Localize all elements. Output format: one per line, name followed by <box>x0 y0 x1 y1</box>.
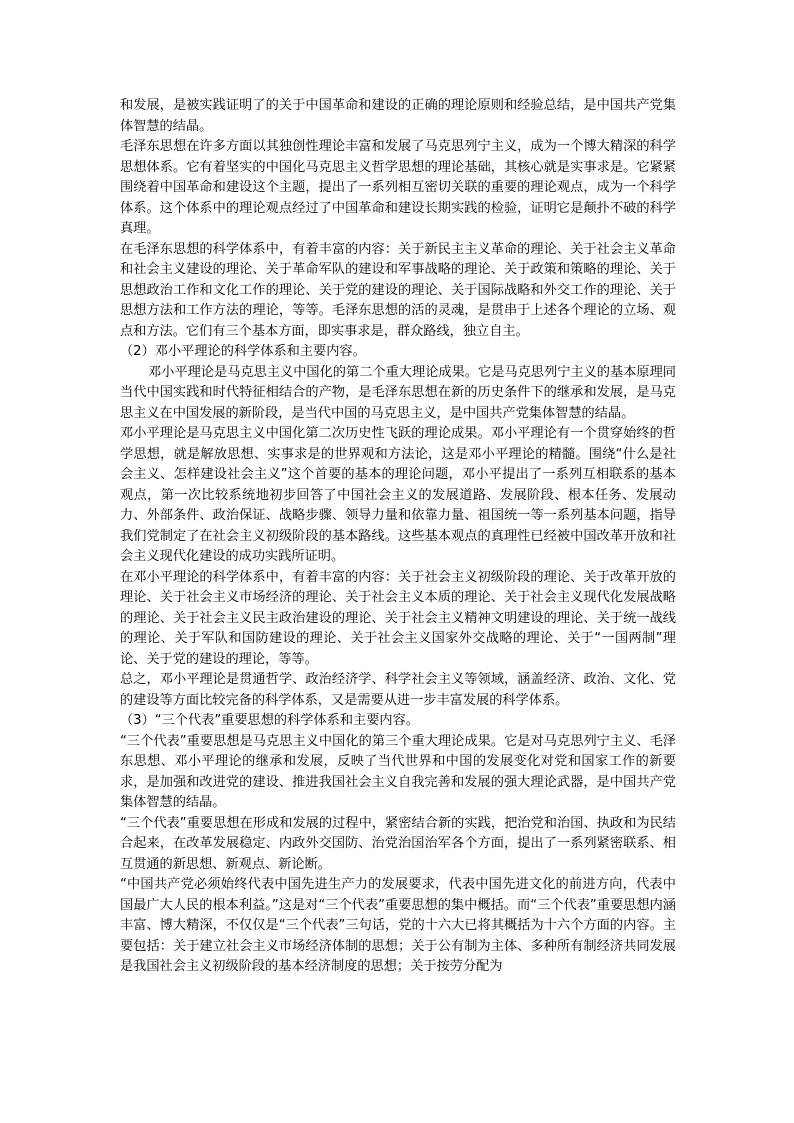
paragraph-three-represents-content: “中国共产党必须始终代表中国先进生产力的发展要求，代表中国先进文化的前进方向，代表中国最广大人民的根本利益。”这是对“三个代表”重要思想的集中概括。而“三个代表”重要思想内涵丰富、博大精深，不仅仅是“三个代表”三句话，党的十六大已将其概括为十六个方面的内容。主要包括：关于建立社会主义市场经济体制的思想；关于公有制为主体、多种所有制经济共同发展是我国社会主义初级阶段的基本经济制度的思想；关于按劳分配为 <box>120 877 676 974</box>
paragraph-deng-theory-intro: 邓小平理论是马克思主义中国化的第二个重大理论成果。它是马克思列宁主义的基本原理同当代中国实践和时代特征相结合的产物，是毛泽东思想在新的历史条件下的继承和发展，是马克思主义在中国发展的新阶段，是当代中国的马克思主义，是中国共产党集体智慧的结晶。 <box>120 364 676 421</box>
section-heading-three-represents: （3）“三个代表”重要思想的科学体系和主要内容。 <box>120 713 419 728</box>
paragraph-mao-thought-system: 毛泽东思想在许多方面以其独创性理论丰富和发展了马克思列宁主义，成为一个博大精深的科学思想体系。它有着坚实的中国化马克思主义哲学思想的理论基础，其核心就是实事求是。它紧紧围绕着中国革命和建设这个主题，提出了一系列相互密切关联的重要的理论观点，成为一个科学体系。这个体系中的理论观点经过了中国革命和建设长期实践的检验，证明它是颠扑不破的科学真理。 <box>120 139 676 236</box>
paragraph-three-represents-intro: “三个代表”重要思想是马克思主义中国化的第三个重大理论成果。它是对马克思列宁主义、毛泽东思想、邓小平理论的继承和发展，反映了当代世界和中国的发展变化对党和国家工作的新要求，是加强和改进党的建设、推进我国社会主义自我完善和发展的强大理论武器，是中国共产党集体智慧的结晶。 <box>120 733 676 810</box>
paragraph-deng-theory-summary: 总之，邓小平理论是贯通哲学、政治经济学、科学社会主义等领域，涵盖经济、政治、文化、党的建设等方面比较完备的科学体系，又是需要从进一步丰富发展的科学体系。 <box>120 672 676 708</box>
paragraph-continuation: 和发展，是被实践证明了的关于中国革命和建设的正确的理论原则和经验总结，是中国共产党集体智慧的结晶。 <box>120 98 676 134</box>
paragraph-deng-theory-philosophy: 邓小平理论是马克思主义中国化第二次历史性飞跃的理论成果。邓小平理论有一个贯穿始终的哲学思想，就是解放思想、实事求是的世界观和方法论，这是邓小平理论的精髓。围绕“什么是社会主义、怎样建设社会主义”这个首要的基本的理论问题，邓小平提出了一系列互相联系的基本观点，第一次比较系统地初步回答了中国社会主义的发展道路、发展阶段、根本任务、发展动力、外部条件、政治保证、战略步骤、领导力量和依靠力量、祖国统一等一系列基本问题，指导我们党制定了在社会主义初级阶段的基本路线。这些基本观点的真理性已经被中国改革开放和社会主义现代化建设的成功实践所证明。 <box>120 426 676 564</box>
section-heading-deng-theory: （2）邓小平理论的科学体系和主要内容。 <box>120 344 366 359</box>
document-body <box>120 96 676 978</box>
paragraph-three-represents-formation: “三个代表”重要思想在形成和发展的过程中，紧密结合新的实践，把治党和治国、执政和为民结合起来，在改革发展稳定、内政外交国防、治党治国治军各个方面，提出了一系列紧密联系、相互贯通的新思想、新观点、新论断。 <box>120 815 676 872</box>
paragraph-mao-thought-content: 在毛泽东思想的科学体系中，有着丰富的内容：关于新民主主义革命的理论、关于社会主义革命和社会主义建设的理论、关于革命军队的建设和军事战略的理论、关于政策和策略的理论、关于思想政治工作和文化工作的理论、关于党的建设的理论、关于国际战略和外交工作的理论、关于思想方法和工作方法的理论，等等。毛泽东思想的活的灵魂，是贯串于上述各个理论的立场、观点和方法。它们有三个基本方面，即实事求是，群众路线，独立自主。 <box>120 241 676 339</box>
paragraph-deng-theory-content: 在邓小平理论的科学体系中，有着丰富的内容：关于社会主义初级阶段的理论、关于改革开放的理论、关于社会主义市场经济的理论、关于社会主义本质的理论、关于社会主义现代化发展战略的理论、关于社会主义民主政治建设的理论、关于社会主义精神文明建设的理论、关于统一战线的理论、关于军队和国防建设的理论、关于社会主义国家外交战略的理论、关于“一国两制”理论、关于党的建设的理论，等等。 <box>120 569 676 667</box>
